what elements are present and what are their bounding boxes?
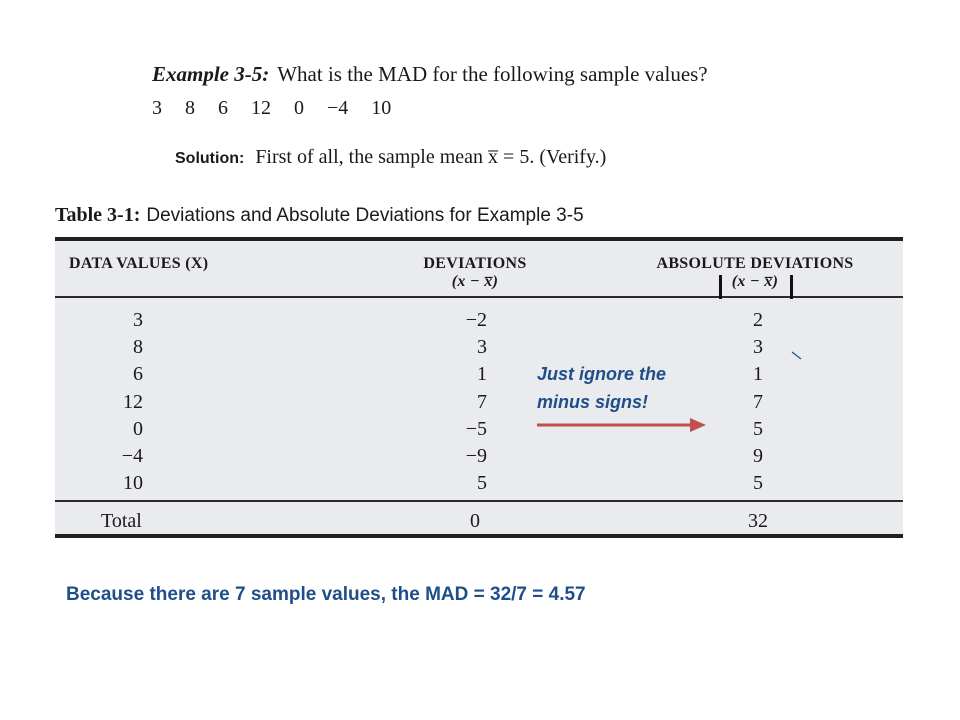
annotation-arrow xyxy=(530,412,710,438)
header-abs-deviations-formula: (x − x̅) xyxy=(731,273,779,290)
example-label: Example 3-5: xyxy=(152,62,270,86)
table-caption-label: Table 3-1: xyxy=(55,204,141,226)
table-cell: 1 xyxy=(753,363,763,386)
annotation-callout xyxy=(537,360,666,416)
sample-values xyxy=(152,97,409,120)
table-cell: 0 xyxy=(133,417,143,440)
table-cell: 3 xyxy=(133,309,143,331)
header-data-values-label: DATA VALUES (X) xyxy=(69,255,209,272)
sample-value: 6 xyxy=(218,97,228,119)
table-cell: 5 xyxy=(753,417,763,440)
header-abs-deviations-label: ABSOLUTE DEVIATIONS xyxy=(656,255,854,272)
conclusion-text: Because there are 7 sample values, the MAD = 32/7 = 4.57 xyxy=(66,584,586,605)
total-deviation: 0 xyxy=(470,510,480,532)
table-cell: 7 xyxy=(477,390,487,413)
deviations-table xyxy=(55,237,903,538)
table-caption xyxy=(55,204,584,227)
table-caption-text: Deviations and Absolute Deviations for Example 3-5 xyxy=(146,205,584,226)
header-deviations-label: DEVIATIONS xyxy=(423,255,527,272)
deviations-column xyxy=(427,307,487,497)
pen-mark-stroke xyxy=(792,352,801,359)
annotation-line: Just ignore the xyxy=(537,364,667,384)
table-cell: 10 xyxy=(123,472,143,495)
solution-label: Solution: xyxy=(175,150,245,167)
table-cell: 3 xyxy=(753,336,763,359)
sample-value: 10 xyxy=(371,97,392,119)
arrowhead-icon xyxy=(690,418,706,432)
table-cell: 3 xyxy=(477,336,487,359)
sample-value: 0 xyxy=(294,97,304,119)
sample-value: 12 xyxy=(251,97,271,119)
header-divider xyxy=(55,296,903,298)
header-deviations xyxy=(400,255,550,291)
table-cell: −5 xyxy=(465,417,487,440)
sample-value: 3 xyxy=(152,97,162,119)
solution xyxy=(175,146,606,169)
table-cell: 1 xyxy=(477,363,487,386)
example-question-text: What is the MAD for the following sample values? xyxy=(277,62,708,86)
header-abs-deviations xyxy=(633,255,877,291)
header-deviations-formula: (x − x̅) xyxy=(451,273,499,290)
total-divider xyxy=(55,500,903,502)
table-cell: −2 xyxy=(465,309,487,331)
table-cell: 9 xyxy=(753,445,763,468)
annotation-line: minus signs! xyxy=(537,392,649,412)
table-cell: 2 xyxy=(753,309,763,331)
table-cell: 8 xyxy=(133,336,143,359)
table-cell: 6 xyxy=(133,363,143,386)
abs-deviations-column xyxy=(743,307,773,497)
table-cell: 5 xyxy=(753,472,763,495)
table-cell: 12 xyxy=(123,390,143,413)
stray-pen-mark xyxy=(790,350,804,362)
table-cell: 5 xyxy=(477,472,487,495)
data-values-column xyxy=(103,307,143,497)
table-cell: 7 xyxy=(753,390,763,413)
solution-text: First of all, the sample mean x̅ = 5. (Verify.) xyxy=(255,146,607,168)
table-cell: −9 xyxy=(465,445,487,468)
total-label: Total xyxy=(101,510,142,532)
sample-value: −4 xyxy=(327,97,349,119)
absolute-value-bar-right xyxy=(790,275,793,299)
absolute-value-bar-left xyxy=(719,275,722,299)
table-cell: −4 xyxy=(121,445,143,468)
header-data-values xyxy=(69,255,208,273)
sample-value: 8 xyxy=(185,97,195,119)
example-question xyxy=(152,62,708,87)
total-abs-deviation: 32 xyxy=(748,510,768,532)
